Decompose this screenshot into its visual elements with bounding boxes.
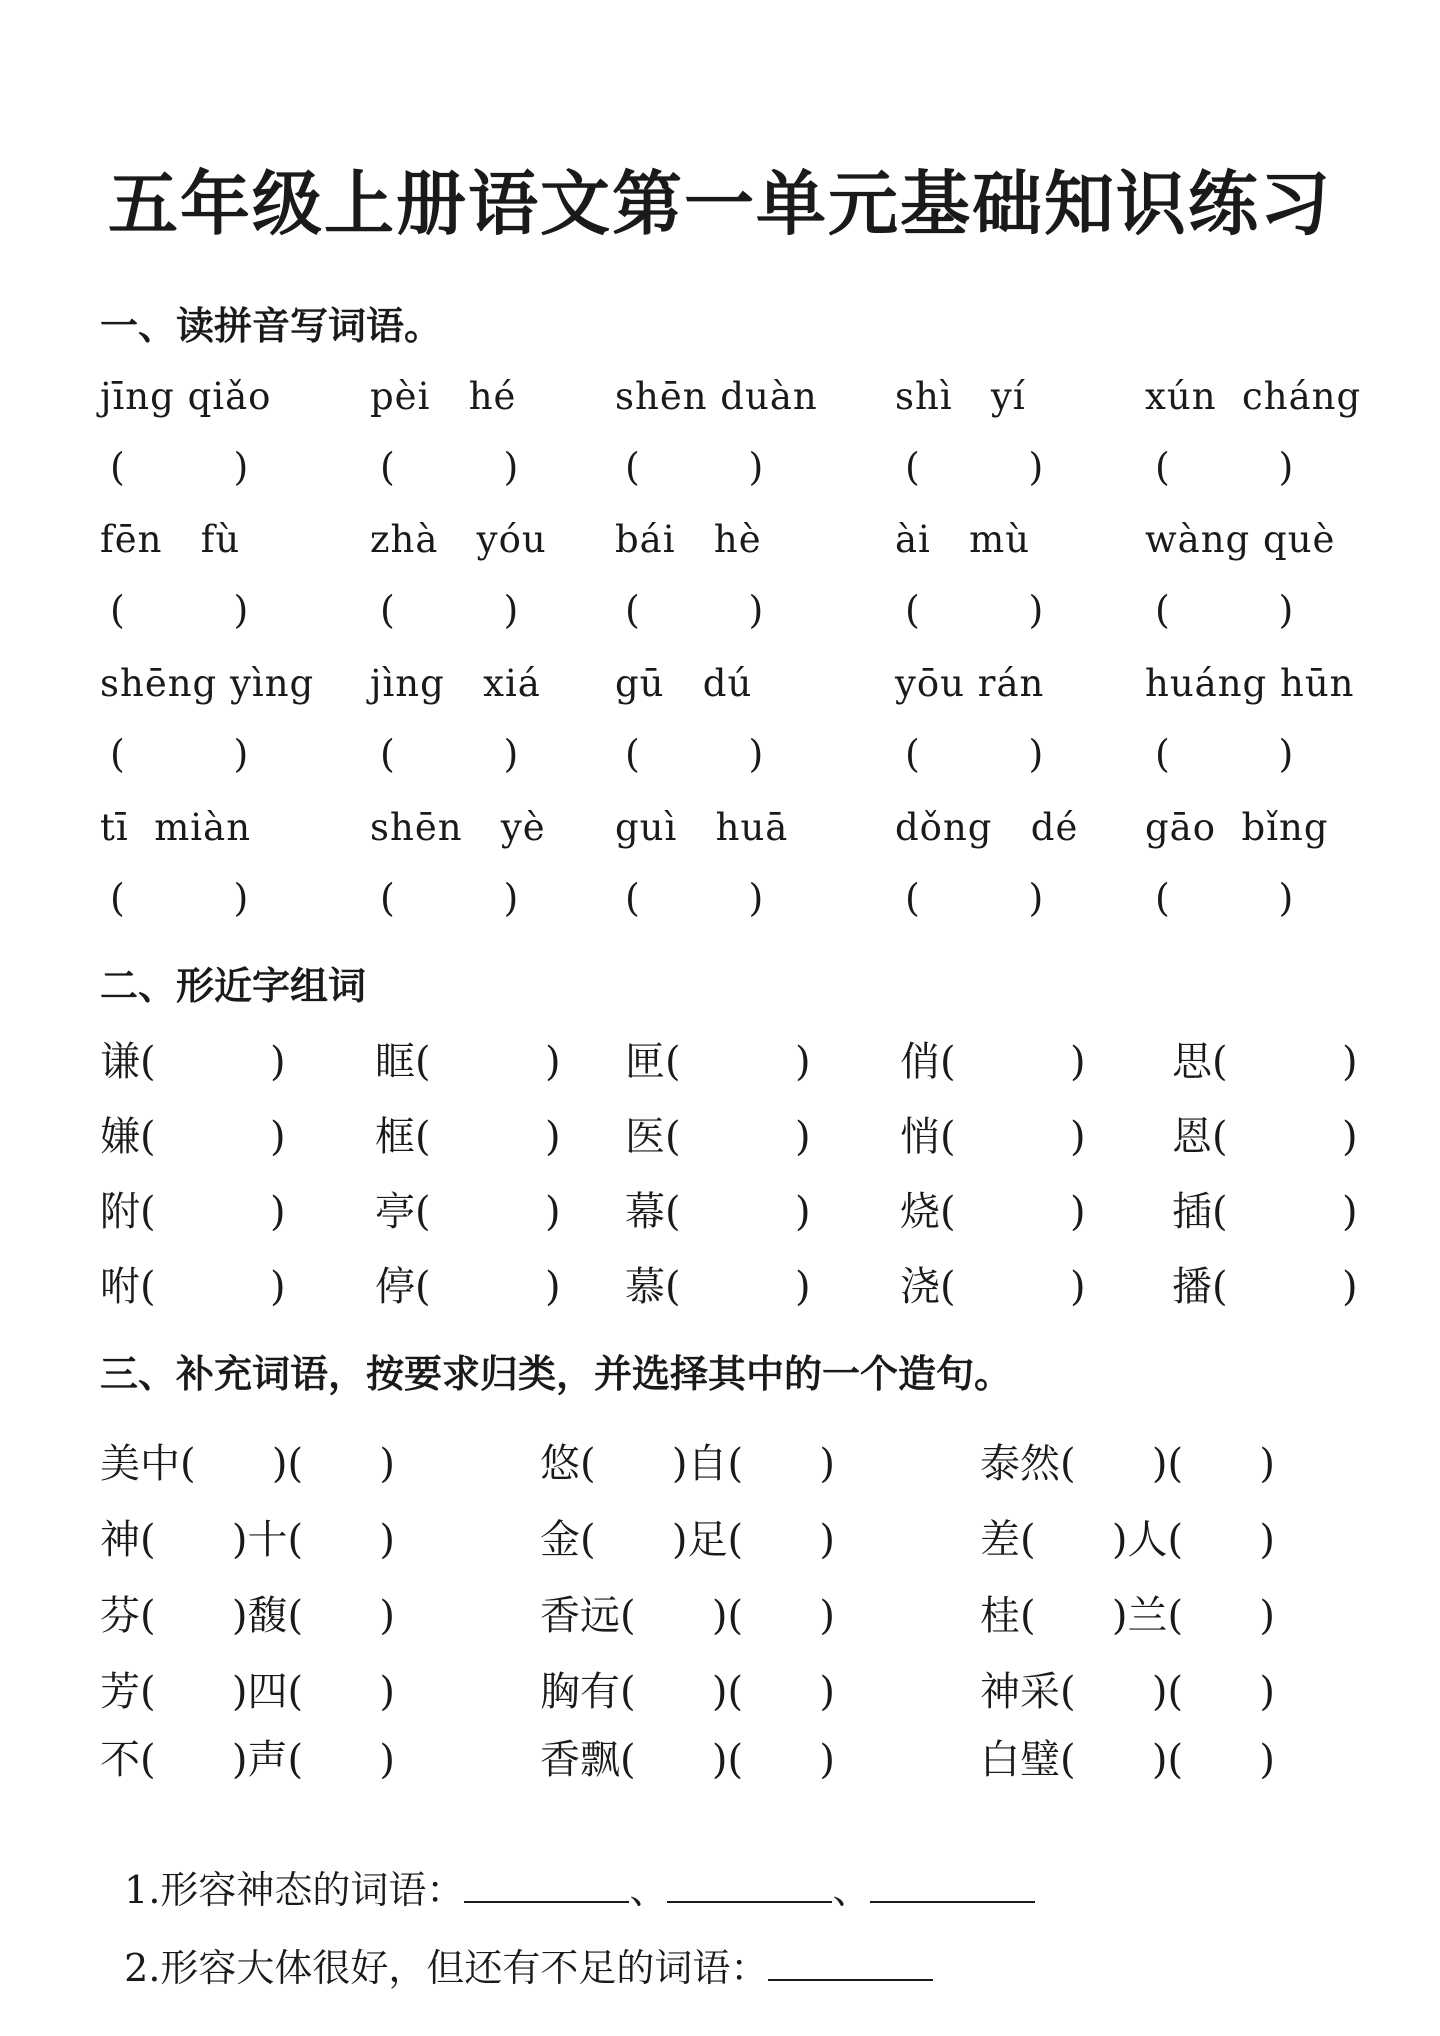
section-3-heading: 三、补充词语，按要求归类，并选择其中的一个造句。 <box>100 1352 1013 1396</box>
char-glyph: 幕 <box>625 1189 665 1235</box>
question-2-label: 2.形容大体很好，但还有不足的词语： <box>124 1946 769 1990</box>
idiom-blank[interactable]: 芬( )馥( ) <box>100 1593 395 1639</box>
char-item <box>100 1180 286 1237</box>
idiom-blank[interactable]: 金( )足( ) <box>540 1517 835 1563</box>
idiom-blank[interactable]: 香远( )( ) <box>540 1593 835 1639</box>
answer-parentheses[interactable]: ( ) <box>415 1189 561 1235</box>
idiom-blank[interactable]: 神采( )( ) <box>980 1669 1275 1715</box>
answer-parentheses[interactable]: ( ) <box>905 588 1044 632</box>
char-glyph: 思 <box>1172 1039 1212 1085</box>
answer-parentheses[interactable]: ( ) <box>625 445 764 489</box>
char-item <box>625 1180 811 1237</box>
char-item <box>375 1180 561 1237</box>
answer-parentheses[interactable]: ( ) <box>905 876 1044 920</box>
pinyin-prompt: dǒng dé <box>895 806 1079 849</box>
char-item <box>100 1105 286 1162</box>
char-item <box>375 1255 561 1312</box>
pinyin-prompt: gāo bǐng <box>1145 806 1329 849</box>
answer-parentheses[interactable]: ( ) <box>665 1264 811 1310</box>
char-glyph: 慕 <box>625 1264 665 1310</box>
char-item <box>625 1030 811 1087</box>
answer-parentheses[interactable]: ( ) <box>665 1189 811 1235</box>
char-item <box>900 1255 1086 1312</box>
idiom-blank[interactable]: 胸有( )( ) <box>540 1669 835 1715</box>
char-glyph: 谦 <box>100 1039 140 1085</box>
page-title: 五年级上册语文第一单元基础知识练习 <box>108 163 1332 245</box>
answer-parentheses[interactable]: ( ) <box>380 588 519 632</box>
char-item <box>100 1255 286 1312</box>
answer-blank[interactable] <box>768 1945 933 1981</box>
pinyin-prompt: fēn fù <box>100 518 241 561</box>
answer-parentheses[interactable]: ( ) <box>625 732 764 776</box>
pinyin-prompt: pèi hé <box>370 375 517 418</box>
char-glyph: 眶 <box>375 1039 415 1085</box>
question-2 <box>100 1893 933 1992</box>
pinyin-prompt: guì huā <box>615 806 789 849</box>
pinyin-prompt: tī miàn <box>100 806 252 849</box>
answer-parentheses[interactable]: ( ) <box>110 732 249 776</box>
idiom-blank[interactable]: 泰然( )( ) <box>980 1441 1275 1487</box>
section-2-heading: 二、形近字组词 <box>100 964 367 1008</box>
separator: 、 <box>629 1868 668 1912</box>
pinyin-prompt: xún cháng <box>1145 375 1362 418</box>
answer-parentheses[interactable]: ( ) <box>625 588 764 632</box>
char-glyph: 停 <box>375 1264 415 1310</box>
idiom-blank[interactable]: 差( )人( ) <box>980 1517 1275 1563</box>
char-item <box>100 1030 286 1087</box>
pinyin-prompt: yōu rán <box>895 662 1045 705</box>
section-1-heading: 一、读拼音写词语。 <box>100 304 443 348</box>
pinyin-prompt: shēng yìng <box>100 662 315 705</box>
char-item <box>375 1105 561 1162</box>
char-glyph: 俏 <box>900 1039 940 1085</box>
char-item <box>1172 1180 1358 1237</box>
char-glyph: 医 <box>625 1114 665 1160</box>
char-item <box>625 1105 811 1162</box>
answer-parentheses[interactable]: ( ) <box>415 1114 561 1160</box>
answer-parentheses[interactable]: ( ) <box>1212 1264 1358 1310</box>
answer-parentheses[interactable]: ( ) <box>940 1114 1086 1160</box>
char-item <box>1172 1105 1358 1162</box>
char-item <box>625 1255 811 1312</box>
answer-parentheses[interactable]: ( ) <box>1155 588 1294 632</box>
char-glyph: 框 <box>375 1114 415 1160</box>
char-glyph: 恩 <box>1172 1114 1212 1160</box>
char-item <box>375 1030 561 1087</box>
idiom-blank[interactable]: 悠( )自( ) <box>540 1441 835 1487</box>
char-item <box>900 1030 1086 1087</box>
idiom-blank[interactable]: 不( )声( ) <box>100 1737 395 1783</box>
answer-parentheses[interactable]: ( ) <box>1155 445 1294 489</box>
answer-parentheses[interactable]: ( ) <box>1212 1189 1358 1235</box>
answer-parentheses[interactable]: ( ) <box>110 445 249 489</box>
idiom-blank[interactable]: 香飘( )( ) <box>540 1737 835 1783</box>
answer-parentheses[interactable]: ( ) <box>1212 1039 1358 1085</box>
idiom-blank[interactable]: 桂( )兰( ) <box>980 1593 1275 1639</box>
idiom-blank[interactable]: 白璧( )( ) <box>980 1737 1275 1783</box>
pinyin-prompt: jīng qiǎo <box>100 375 272 418</box>
answer-parentheses[interactable]: ( ) <box>1212 1114 1358 1160</box>
answer-parentheses[interactable]: ( ) <box>380 445 519 489</box>
answer-parentheses[interactable]: ( ) <box>110 588 249 632</box>
answer-parentheses[interactable]: ( ) <box>140 1189 286 1235</box>
separator: 、 <box>832 1868 871 1912</box>
idiom-blank[interactable]: 神( )十( ) <box>100 1517 395 1563</box>
char-glyph: 悄 <box>900 1114 940 1160</box>
char-glyph: 匣 <box>625 1039 665 1085</box>
pinyin-prompt: shēn yè <box>370 806 546 849</box>
char-item <box>1172 1030 1358 1087</box>
char-glyph: 浇 <box>900 1264 940 1310</box>
answer-parentheses[interactable]: ( ) <box>140 1114 286 1160</box>
char-glyph: 插 <box>1172 1189 1212 1235</box>
pinyin-prompt: shì yí <box>895 375 1026 418</box>
pinyin-prompt: jìng xiá <box>370 662 541 705</box>
char-item <box>900 1180 1086 1237</box>
pinyin-prompt: bái hè <box>615 518 762 561</box>
char-item <box>900 1105 1086 1162</box>
answer-parentheses[interactable]: ( ) <box>1155 732 1294 776</box>
answer-parentheses[interactable]: ( ) <box>415 1039 561 1085</box>
pinyin-prompt: gū dú <box>615 662 753 705</box>
question-1-label: 1.形容神态的词语： <box>124 1868 465 1912</box>
char-glyph: 烧 <box>900 1189 940 1235</box>
answer-parentheses[interactable]: ( ) <box>110 876 249 920</box>
answer-parentheses[interactable]: ( ) <box>905 445 1044 489</box>
answer-parentheses[interactable]: ( ) <box>940 1189 1086 1235</box>
char-glyph: 咐 <box>100 1264 140 1310</box>
char-glyph: 嫌 <box>100 1114 140 1160</box>
pinyin-prompt: huáng hūn <box>1145 662 1355 705</box>
char-item <box>1172 1255 1358 1312</box>
answer-parentheses[interactable]: ( ) <box>625 876 764 920</box>
char-glyph: 亭 <box>375 1189 415 1235</box>
idiom-blank[interactable]: 美中( )( ) <box>100 1441 395 1487</box>
answer-parentheses[interactable]: ( ) <box>1155 876 1294 920</box>
pinyin-prompt: ài mù <box>895 518 1031 561</box>
char-glyph: 附 <box>100 1189 140 1235</box>
answer-parentheses[interactable]: ( ) <box>940 1264 1086 1310</box>
answer-parentheses[interactable]: ( ) <box>940 1039 1086 1085</box>
answer-parentheses[interactable]: ( ) <box>665 1039 811 1085</box>
answer-parentheses[interactable]: ( ) <box>380 876 519 920</box>
pinyin-prompt: wàng què <box>1145 518 1336 561</box>
answer-parentheses[interactable]: ( ) <box>415 1264 561 1310</box>
char-glyph: 播 <box>1172 1264 1212 1310</box>
pinyin-prompt: zhà yóu <box>370 518 547 561</box>
answer-parentheses[interactable]: ( ) <box>380 732 519 776</box>
answer-parentheses[interactable]: ( ) <box>140 1264 286 1310</box>
answer-parentheses[interactable]: ( ) <box>140 1039 286 1085</box>
answer-parentheses[interactable]: ( ) <box>665 1114 811 1160</box>
pinyin-prompt: shēn duàn <box>615 375 818 418</box>
idiom-blank[interactable]: 芳( )四( ) <box>100 1669 395 1715</box>
answer-parentheses[interactable]: ( ) <box>905 732 1044 776</box>
